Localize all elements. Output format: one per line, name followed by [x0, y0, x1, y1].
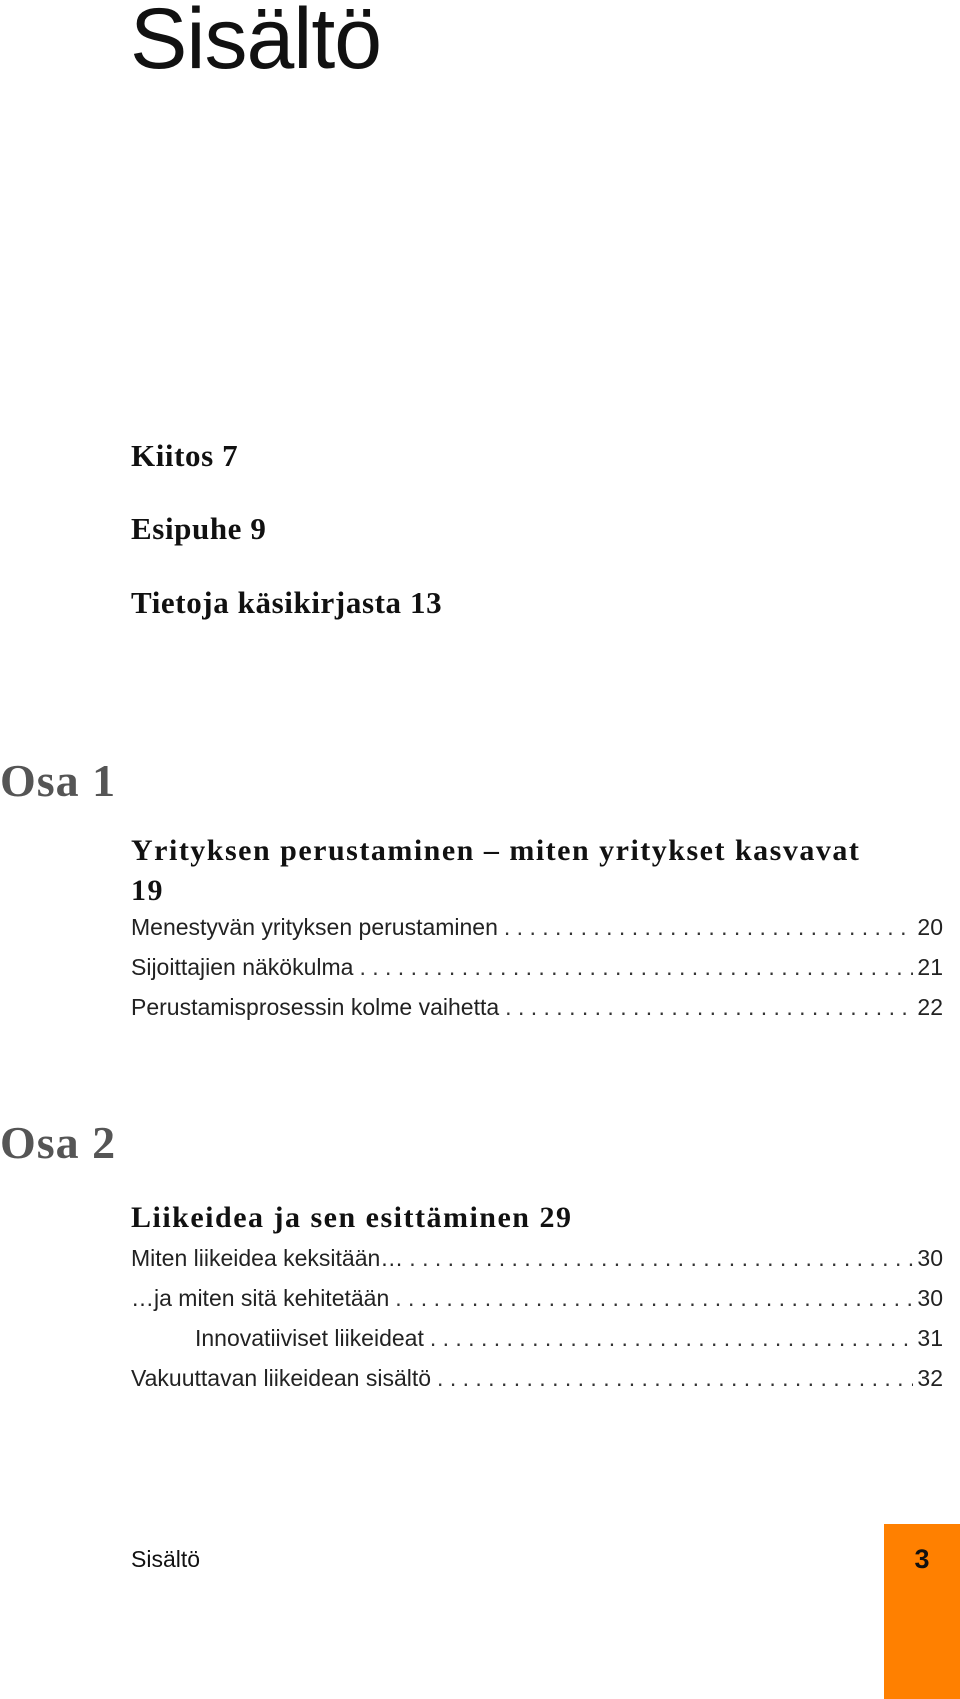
toc-front-entry-esipuhe[interactable]: Esipuhe 9: [131, 511, 267, 546]
toc-entry-page: 21: [917, 954, 943, 980]
toc-entry-label: Perustamisprosessin kolme vaihetta: [131, 994, 500, 1020]
dot-leader: [505, 994, 913, 1021]
dot-leader: [437, 1365, 913, 1392]
toc-entry-page: 32: [917, 1365, 943, 1391]
toc-entry-page: 31: [917, 1325, 943, 1351]
toc-entry-indented[interactable]: [131, 1325, 943, 1365]
toc-entry-label: Sijoittajien näkökulma: [131, 954, 354, 980]
toc-entry-page: 22: [917, 994, 943, 1020]
toc-entry-label: Innovatiiviset liikeideat: [195, 1325, 424, 1351]
toc-front-entry-tietoja[interactable]: Tietoja käsikirjasta 13: [131, 585, 443, 620]
toc-entry[interactable]: [131, 914, 943, 954]
toc-entry-label: …ja miten sitä kehitetään: [131, 1285, 390, 1311]
dot-leader: [409, 1245, 913, 1272]
toc-entry-label: Vakuuttavan liikeidean sisältö: [131, 1365, 432, 1391]
chapter-title-2[interactable]: Liikeidea ja sen esittäminen 29: [131, 1201, 573, 1234]
toc-front-entry-kiitos[interactable]: Kiitos 7: [131, 438, 239, 473]
toc-entry-page: 20: [917, 914, 943, 940]
toc-entry[interactable]: [131, 994, 943, 1034]
toc-entry[interactable]: [131, 1285, 943, 1325]
dot-leader: [504, 914, 914, 941]
toc-entry-page: 30: [917, 1245, 943, 1271]
dot-leader: [359, 954, 913, 981]
toc-entry-label: Menestyvän yrityksen perustaminen: [131, 914, 498, 940]
dot-leader: [395, 1285, 913, 1312]
footer-section-label: Sisältö: [131, 1546, 201, 1572]
page-number-tab: [884, 1524, 960, 1699]
chapter-title-1[interactable]: Yrityksen perustaminen – miten yritykset kasvavat 19: [131, 834, 861, 907]
part-heading-1: Osa 1: [0, 755, 117, 806]
toc-entry-page: 30: [917, 1285, 943, 1311]
toc-list-part-2: [131, 1245, 943, 1405]
dot-leader: [430, 1325, 914, 1352]
toc-entry[interactable]: [131, 1365, 943, 1405]
part-heading-2: Osa 2: [0, 1117, 117, 1168]
toc-entry[interactable]: [131, 1245, 943, 1285]
page-number: 3: [914, 1544, 930, 1574]
page-title: Sisältö: [130, 0, 382, 87]
toc-list-part-1: [131, 914, 943, 1034]
toc-entry-label: Miten liikeidea keksitään…: [131, 1245, 404, 1271]
toc-entry[interactable]: [131, 954, 943, 994]
